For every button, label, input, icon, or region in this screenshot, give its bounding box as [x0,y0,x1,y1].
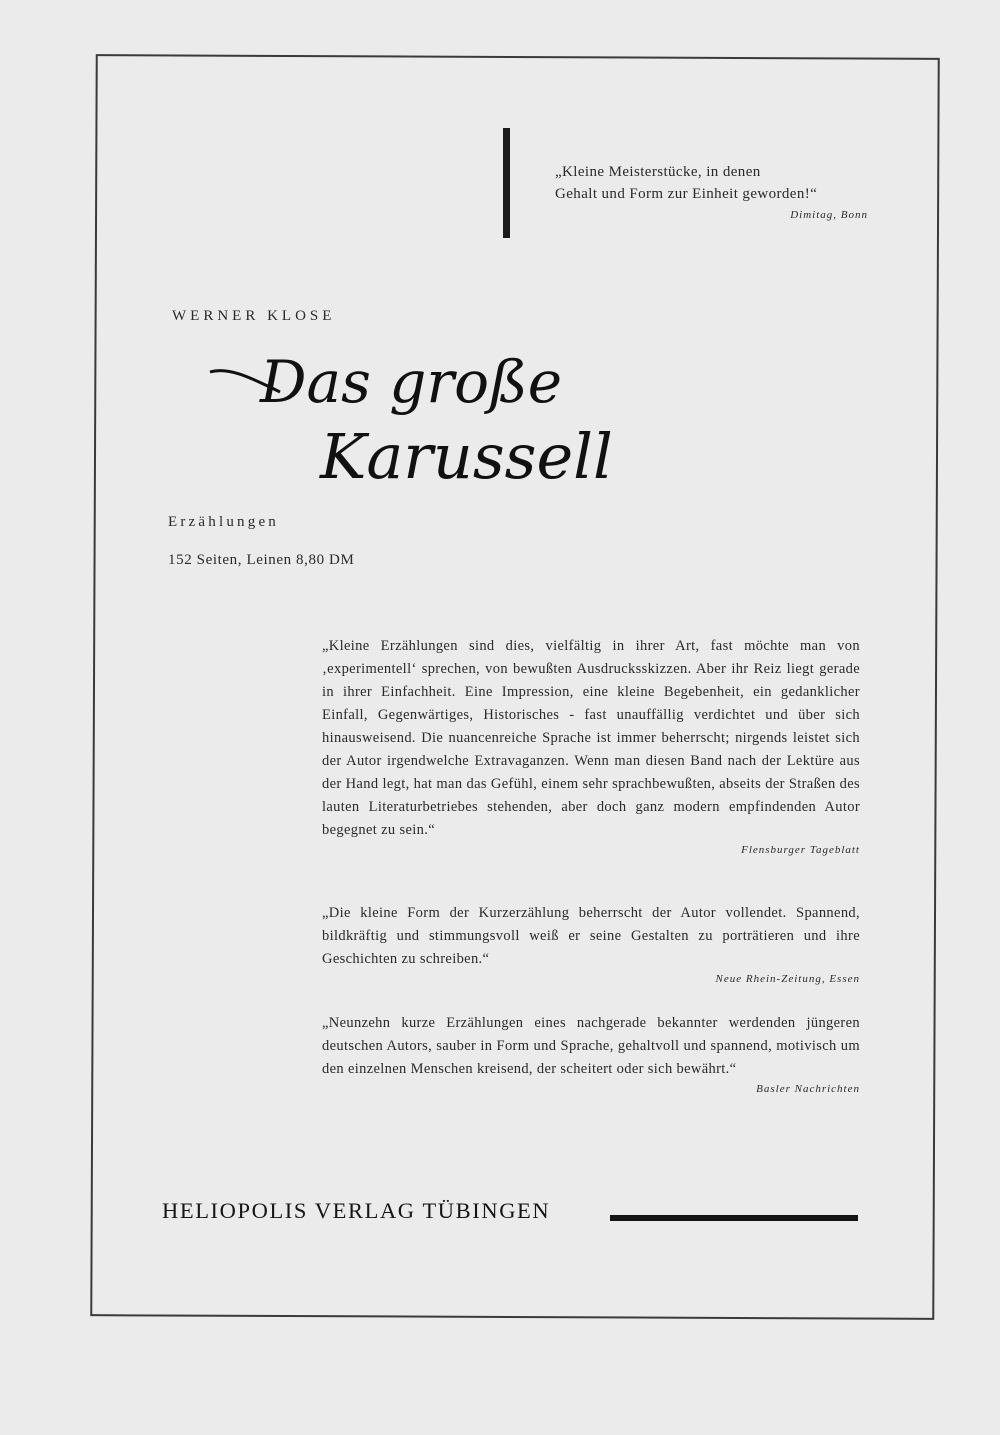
book-genre: Erzählungen [168,514,279,530]
author-name: WERNER KLOSE [172,308,336,324]
top-quote-source: Dimitag, Bonn [790,209,868,221]
top-quote-line-2: Gehalt und Form zur Einheit geworden!“ [555,186,818,202]
book-details: 152 Seiten, Leinen 8,80 DM [168,552,355,568]
review-2 [322,902,860,987]
title-line-2: Karussell [320,420,613,493]
review-1-source: Flensburger Tageblatt [741,844,860,856]
publisher-name: HELIOPOLIS VERLAG TÜBINGEN [162,1198,551,1223]
top-quote [555,161,875,205]
review-1-text: „Kleine Erzählungen sind dies, vielfältig in ihrer Art, fast möchte man von ‚experimentell‘ sprechen, von bewußten Ausdrucksskizzen. Aber ihr Reiz liegt gerade in ihrer Einfachheit. Eine Impression, eine kleine Begebenheit, ein gedanklicher Einfall, Gegenwärtiges, Historisches - fast unauffällig verdichtet und über sich hinausweisend. Die nuancenreiche Sprache ist immer beherrscht; nirgends leistet sich der Autor irgendwelche Extravaganzen. Wenn man diesen Band nach der Lektüre aus der Hand legt, hat man das Gefühl, einem sehr sprachbewußten, abseits der Straßen des lauten Literaturbetriebes stehenden, aber doch ganz modern empfindenden Autor begegnet zu sein.“ [322,638,860,838]
review-3-text: „Neunzehn kurze Erzählungen eines nachgerade bekannter werdenden jüngeren deutschen Autors, sauber in Form und Sprache, gehaltvoll und spannend, motivisch um den einzelnen Menschen kreisend, der scheitert oder sich bewährt.“ [322,1015,860,1077]
top-quote-line-1: „Kleine Meisterstücke, in denen [555,164,761,180]
review-2-text: „Die kleine Form der Kurzerzählung beherrscht der Autor vollendet. Spannend, bildkräftig und stimmungsvoll weiß er seine Gestalten zu porträtieren und ihre Geschichten zu schreiben.“ [322,905,860,967]
publisher-rule [610,1215,858,1221]
decorative-vertical-bar [503,128,510,238]
review-3-source: Basler Nachrichten [756,1083,860,1095]
title-line-1: Das große [260,348,563,416]
book-title [200,330,620,505]
review-2-source: Neue Rhein-Zeitung, Essen [715,973,860,985]
review-1 [322,635,860,858]
review-3 [322,1012,860,1097]
